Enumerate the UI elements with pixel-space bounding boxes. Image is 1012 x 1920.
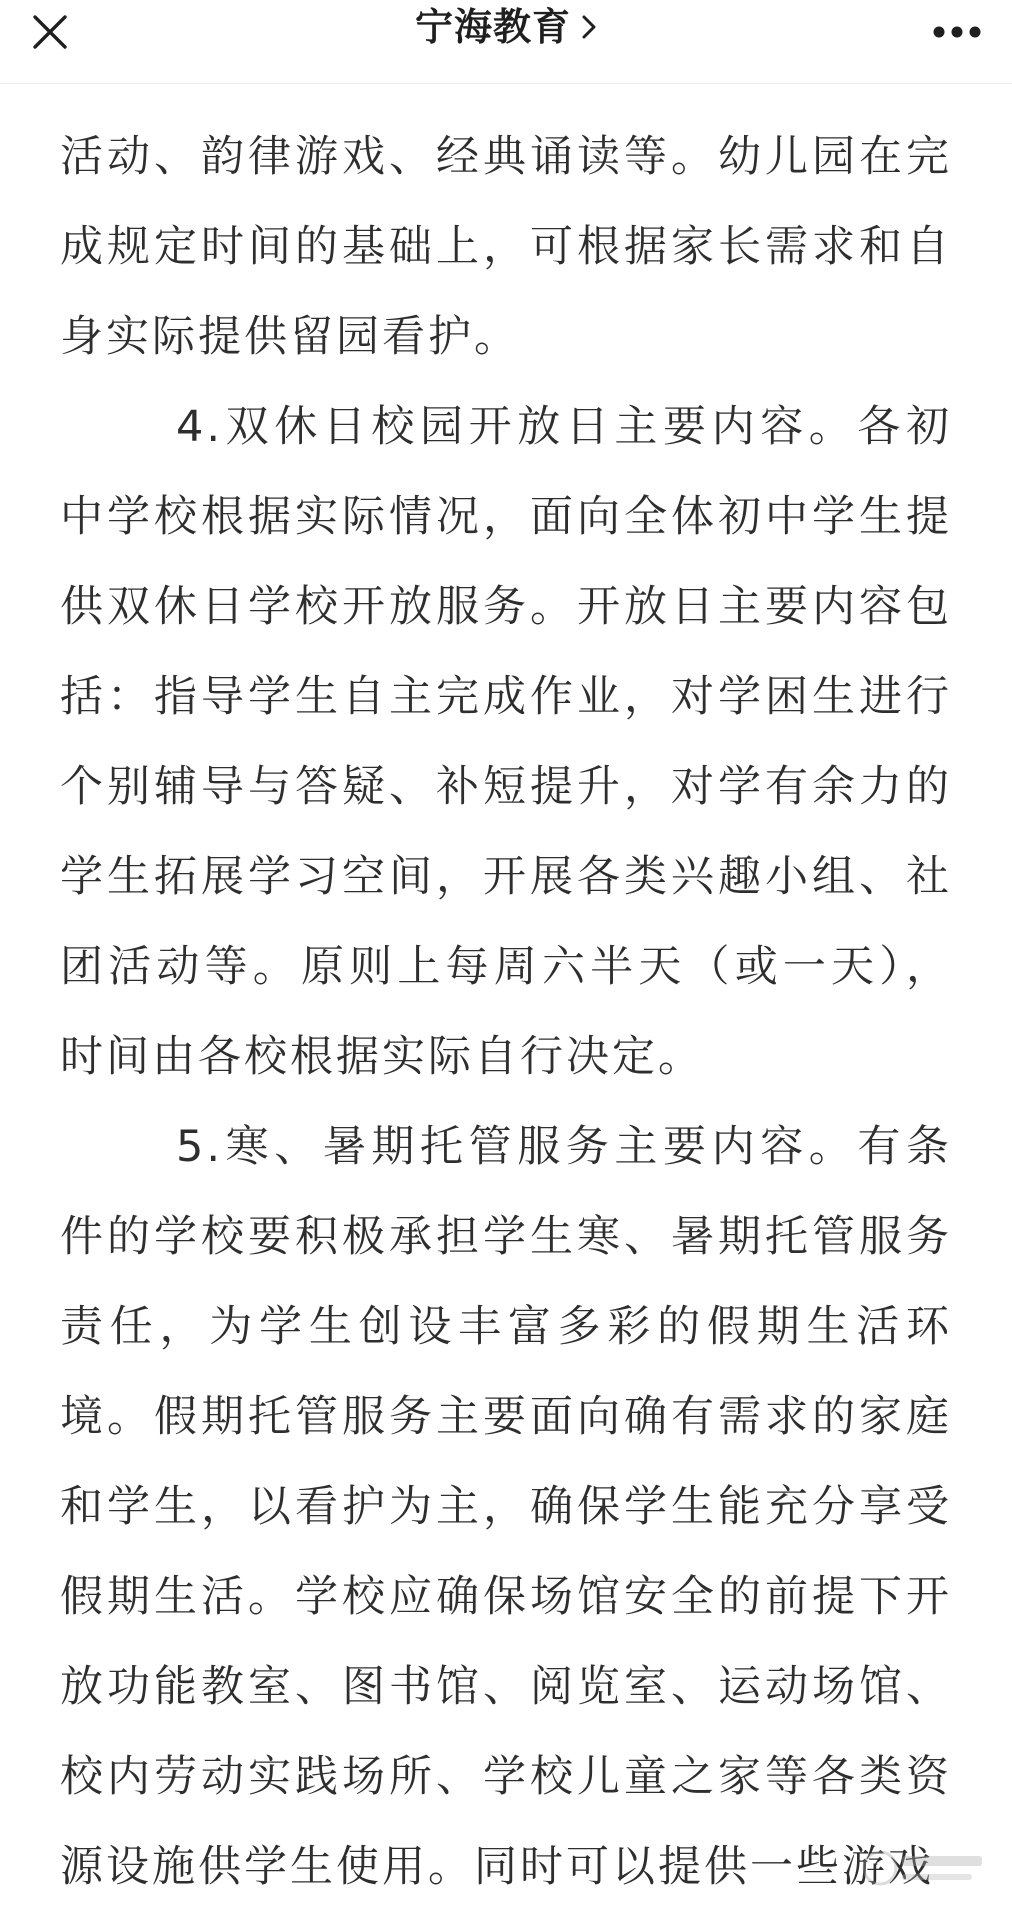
article-paragraph: 5.寒、暑期托管服务主要内容。有条件的学校要积极承担学生寒、暑期托管服务责任，为学生创设丰富多彩的假期生活环境。假期托管服务主要面向确有需求的家庭和学生，以看护为主，确保学生能充分享受假期生活。学校应确保场馆安全的前提下开放功能教室、图书馆、阅览室、运动场馆、校内劳动实践场所、学校儿童之家等各类资源设施供学生使用。同时可以提供一些游戏 bbox=[60, 1122, 952, 1892]
page-title: 宁海教育 bbox=[414, 5, 571, 49]
watermark-logo-icon bbox=[858, 1846, 988, 1890]
article-body bbox=[60, 112, 952, 1912]
chevron-right-icon bbox=[581, 14, 597, 40]
more-horizontal-icon bbox=[932, 25, 982, 39]
top-navigation-bar bbox=[0, 0, 1012, 84]
article-paragraph: 4.双休日校园开放日主要内容。各初中学校根据实际情况，面向全体初中学生提供双休日学校开放服务。开放日主要内容包括：指导学生自主完成作业，对学困生进行个别辅导与答疑、补短提升，对学有余力的学生拓展学习空间，开展各类兴趣小组、社团活动等。原则上每周六半天（或一天），时间由各校根据实际自行决定。 bbox=[60, 402, 952, 1082]
account-title-link[interactable] bbox=[0, 0, 1012, 54]
more-options-button[interactable] bbox=[924, 8, 990, 56]
article-paragraph: 活动、韵律游戏、经典诵读等。幼儿园在完成规定时间的基础上，可根据家长需求和自身实际提供留园看护。 bbox=[60, 132, 952, 362]
